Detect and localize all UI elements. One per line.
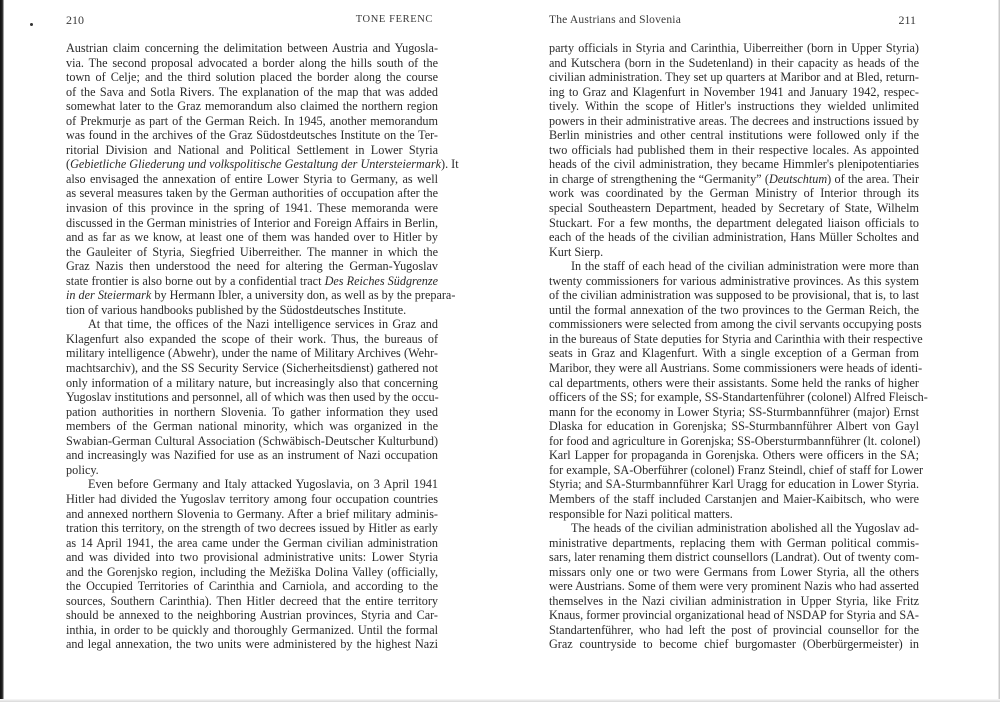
text-line: pation authorities in northern Slovenia. To gather information they used — [66, 404, 438, 419]
text-line: and was divided into two provisional administrative units: Lower Styria — [66, 550, 438, 565]
text-line: tion of various handbooks published by the Südostdeutsches Institute. — [66, 302, 407, 317]
text-line: in der Steiermark by Hermann Ibler, a university don, as well as by the prepara- — [66, 288, 456, 303]
text-line: and as far as we know, at least one of them was handed over to Hitler by — [66, 230, 438, 245]
text-line: military intelligence (Abwehr), under the name of Military Archives (Wehr- — [66, 346, 438, 361]
text-line: Austrian claim concerning the delimitation between Austria and Yugosla- — [66, 41, 438, 55]
italic-title: Gebietliche Gliederung und volkspolitische Gestaltung der Untersteiermark — [70, 157, 442, 172]
text-line: were Austrians. Some of them were very prominent Nazis who had asserted — [549, 579, 919, 594]
running-title-chapter: The Austrians and Slovenia — [549, 14, 681, 26]
italic-title: Deutschtum — [768, 171, 828, 186]
text-line: Maribor, they were all Austrians. Some commissioners were heads of identi- — [549, 361, 923, 376]
text-line: two officials had published them in their respective locales. As appointed — [549, 142, 919, 157]
text-line: town of Celje; and the third solution placed the border along the course — [66, 70, 438, 85]
text-line: themselves in the Nazi civilian administration in Upper Styria, like Fritz — [549, 593, 919, 608]
text-line: work was coordinated by the German Ministry of Interior through its — [549, 186, 919, 201]
text-line: Hitler had divided the Yugoslav territory among four occupation countries — [66, 491, 438, 506]
text-line: Graz Nazis then understood the need for altering the German-Yugoslav — [66, 259, 438, 274]
text-line: cal departments, others were their assistants. Some held the ranks of higher — [549, 375, 919, 390]
text-line: Knaus, former provincial organizational head of NSDAP for Styria and SA- — [549, 608, 919, 623]
text-line: Kurt Sierp. — [549, 244, 604, 259]
text-line: missars only one or two were Germans from Lower Styria, all the others — [549, 564, 919, 579]
right-paragraph — [549, 41, 919, 259]
left-paragraph — [66, 41, 459, 317]
text-line: Styria; and SA-Sturmbannführer Karl Uragg for education in Lower Styria. — [549, 477, 919, 492]
text-line: civilian administration. They set up quarters at Maribor and at Bled, return- — [549, 70, 919, 85]
text-line: Standartenführer, who had left the post of provincial counsellor for the — [549, 622, 919, 637]
text-line: mann for the economy in Lower Styria; SS-Sturmbannführer (major) Ernst — [549, 404, 919, 419]
page-number-left: 210 — [66, 13, 84, 27]
text-line: discussed in the German ministries of Interior and Foreign Affairs in Berlin, — [66, 215, 438, 230]
left-paragraph — [66, 317, 438, 477]
italic-title: in der Steiermark — [66, 288, 152, 303]
text-line: Even before Germany and Italy attacked Yugoslavia, on 3 April 1941 — [88, 477, 438, 492]
text-line: until the formal annexation of the two provinces to the German Reich, the — [549, 302, 919, 317]
right-page — [500, 0, 1000, 702]
text-line: and Kutschera (born in the Sudetenland) in their capacity as heads of the — [549, 55, 919, 70]
text-line: should be annexed to the neighboring Austrian provinces, Styria and Car- — [66, 608, 438, 623]
text-line: as 14 April 1941, the area came under the German civilian administration — [66, 535, 438, 550]
text-line: commissioners were selected from among the civil servants occupying posts — [549, 317, 922, 332]
text-line: Yugoslav institutions and personnel, all of which was then used by the occu- — [66, 390, 439, 405]
text-line: as several measures taken by the German authorities of occupation after the — [66, 186, 438, 201]
right-paragraph — [549, 521, 919, 652]
text-line: in the bureaus of State deputies for Styria and Carinthia with their respective — [549, 331, 923, 346]
text-line: machtsarchiv), and the SS Security Service (Sicherheitsdienst) gathered not — [66, 361, 438, 376]
text-line: Members of the staff included Carstanjen and Maier-Kaibitsch, who were — [549, 491, 919, 506]
text-line: in charge of strengthening the “Germanity” (Deutschtum) of the area. Their — [549, 171, 919, 186]
text-line: Karl Lapper for propaganda in Gorenjska. Others were officers in the SA; — [549, 448, 919, 463]
text-line: Dlaska for education in Gorenjska; SS-Sturmbannführer Albert von Gayl — [549, 419, 919, 434]
text-line: ing to Graz and Klagenfurt in November 1941 and January 1942, respec- — [549, 84, 919, 99]
text-line: tration this territory, on the strength of two decrees issued by Hitler as early — [66, 521, 438, 536]
text-line: tively. Within the scope of Hitler's instructions they wielded unlimited — [549, 99, 919, 114]
page-number-right: 211 — [898, 13, 916, 27]
text-line: Graz countryside to become chief burgomaster (Oberbürgermeister) in — [549, 637, 919, 652]
text-line: somewhat later to the Graz memorandum also claimed the northern region — [66, 99, 438, 114]
text-line: ministrative departments, replacing them with German political commis- — [549, 535, 919, 550]
text-line: ritorial Division and National and Political Settlement in Lower Styria — [66, 142, 438, 157]
text-line: sars, later renaming them district counsellors (Landrat). Out of twenty com- — [549, 550, 919, 565]
text-line: party officials in Styria and Carinthia, Uiberreither (born in Upper Styria) — [549, 41, 919, 55]
text-line: sources, Southern Carinthia). Then Hitler decreed that the entire territory — [66, 593, 438, 608]
text-line: and legal annexation, the two units were administered by the highest Nazi — [66, 637, 438, 652]
text-line: of the civilian administration was supposed to be provisional, that is, to last — [549, 288, 919, 303]
text-line: Swabian-German Cultural Association (Schwäbisch-Deutscher Kulturbund) — [66, 433, 438, 448]
text-line: via. The second proposal advocated a border along the hills south of the — [66, 55, 438, 70]
right-running-head — [549, 12, 918, 28]
text-line: officers of the SS; for example, SS-Standartenführer (colonel) Alfred Fleisch- — [549, 390, 928, 405]
text-line: of Prekmurje as part of the German Reich. In 1945, another memorandum — [66, 113, 438, 128]
text-line: Berlin ministries and other central institutions were followed only if the — [549, 128, 919, 143]
text-line: policy. — [66, 462, 99, 477]
text-line: also envisaged the annexation of entire Lower Styria to Germany, as well — [66, 171, 438, 186]
text-line: for food and agriculture in Gorenjska; SS-Obersturmbannführer (lt. colonel) — [549, 433, 921, 448]
text-line: the Occupied Territories of Carinthia and Carniola, and according to the — [66, 579, 438, 594]
text-line: and increasingly was Nazified for use as an instrument of Nazi occupation — [66, 448, 438, 463]
text-line: Klagenfurt also expanded the scope of their work. Thus, the bureaus of — [66, 331, 438, 346]
text-line: heads of the civil administration, they became Himmler's plenipotentiaries — [549, 157, 919, 172]
text-line: members of the German national minority, which was organized in the — [66, 419, 438, 434]
text-line: and the Gorenjsko region, including the Mežiška Dolina Valley (officially, — [66, 564, 438, 579]
text-line: seats in Graz and Klagenfurt. With a single exception of a German from — [549, 346, 919, 361]
text-line: invasion of this province in the spring of 1941. These memoranda were — [66, 201, 438, 216]
text-line: the Gauleiter of Styria, Siegfried Uiberreither. The manner in which the — [66, 244, 438, 259]
text-line: In the staff of each head of the civilian administration were more than — [571, 259, 919, 274]
text-line: state frontier is also borne out by a confidential tract Des Reiches Südgrenze — [66, 273, 438, 288]
text-line: The heads of the civilian administration abolished all the Yugoslav ad- — [571, 521, 919, 536]
right-paragraph — [549, 259, 928, 521]
text-line: each of the heads of the civilian administration, Hans Müller Scholtes and — [549, 230, 919, 245]
text-line: special Southeastern Department, headed by Secretary of State, Wilhelm — [549, 201, 919, 216]
text-line: (Gebietliche Gliederung und volkspolitische Gestaltung der Untersteiermark). It — [66, 157, 459, 172]
text-line: of the Sava and Sotla Rivers. The explanation of the map that was added — [66, 84, 438, 99]
text-line: responsible for Nazi political matters. — [549, 506, 733, 521]
text-line: twenty commissioners for various administrative provinces. As this system — [549, 273, 919, 288]
text-line: for example, SA-Oberführer (colonel) Franz Steindl, chief of staff for Lower — [549, 462, 924, 477]
left-body-text — [66, 41, 459, 652]
text-line: inthia, in order to be quickly and thoroughly Germanized. Until the formal — [66, 622, 438, 637]
text-line: only information of a military nature, but increasingly also that concerning — [66, 375, 438, 390]
italic-title: Des Reiches Südgrenze — [324, 273, 438, 288]
text-line: Stuckart. For a few months, the department delegated liaison officials to — [549, 215, 919, 230]
left-paragraph — [66, 477, 438, 652]
text-line: and annexed northern Slovenia to Germany. After a brief military adminis- — [66, 506, 438, 521]
text-line: powers in their administrative areas. The decrees and instructions issued by — [549, 113, 919, 128]
text-line: was found in the archives of the Graz Südostdeutsches Institute on the Ter- — [66, 128, 438, 143]
right-body-text — [549, 41, 928, 652]
text-line: At that time, the offices of the Nazi intelligence services in Graz and — [88, 317, 438, 332]
running-title-author: TONE FERENC — [355, 14, 433, 25]
left-running-head — [66, 12, 435, 28]
